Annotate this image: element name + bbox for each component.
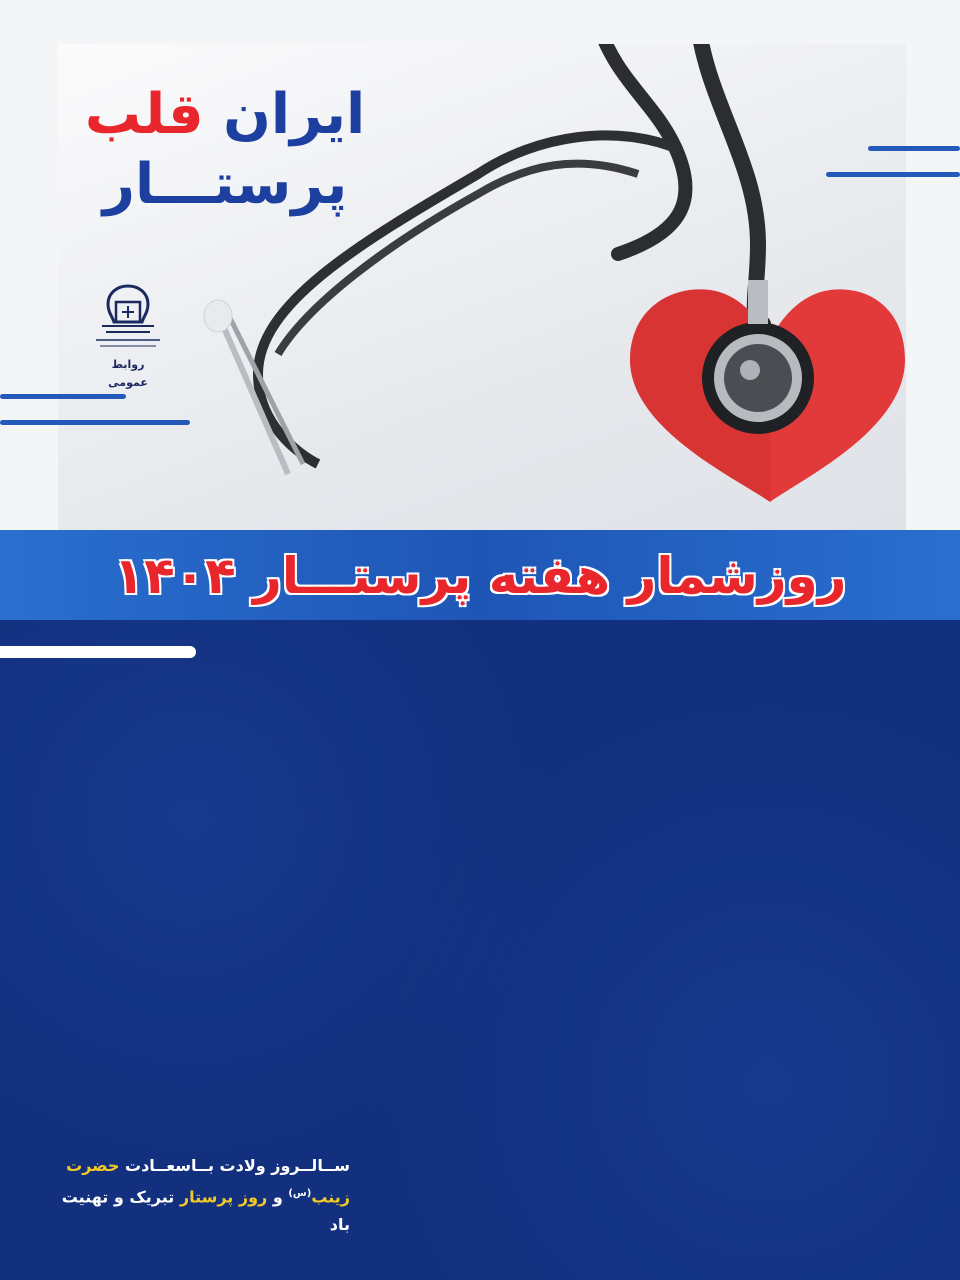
footer-sup: (س) [288, 1188, 312, 1199]
title-iran: ایران [223, 82, 366, 147]
heart-stethoscope-icon [620, 280, 910, 510]
footer-zeynab: زینب [311, 1187, 350, 1207]
deco-line [868, 146, 960, 151]
footer-nurse-day: روز پرستار [179, 1187, 268, 1207]
university-emblem-icon [92, 282, 164, 352]
footer-congrats: تبریک و تهنیت باد [61, 1187, 350, 1235]
footer-message [60, 1152, 350, 1239]
title-ghalb: قلب [84, 82, 204, 147]
deco-line [0, 420, 190, 425]
deco-line [826, 172, 960, 177]
footer-line1-text: ســالــروز ولادت بــاسعــادت [125, 1156, 350, 1175]
header-title [80, 80, 370, 220]
university-logo [92, 282, 164, 389]
footer-hazrat: حضرت [66, 1156, 120, 1175]
deco-line [0, 646, 196, 658]
title-parastar: پرستـــار [102, 152, 348, 217]
banner-title: روزشمار هفته پرستـــار ۱۴۰۴ [113, 547, 847, 605]
deco-line [0, 394, 126, 399]
logo-caption: روابط عمومی [108, 358, 148, 389]
footer-and: و [272, 1187, 283, 1207]
